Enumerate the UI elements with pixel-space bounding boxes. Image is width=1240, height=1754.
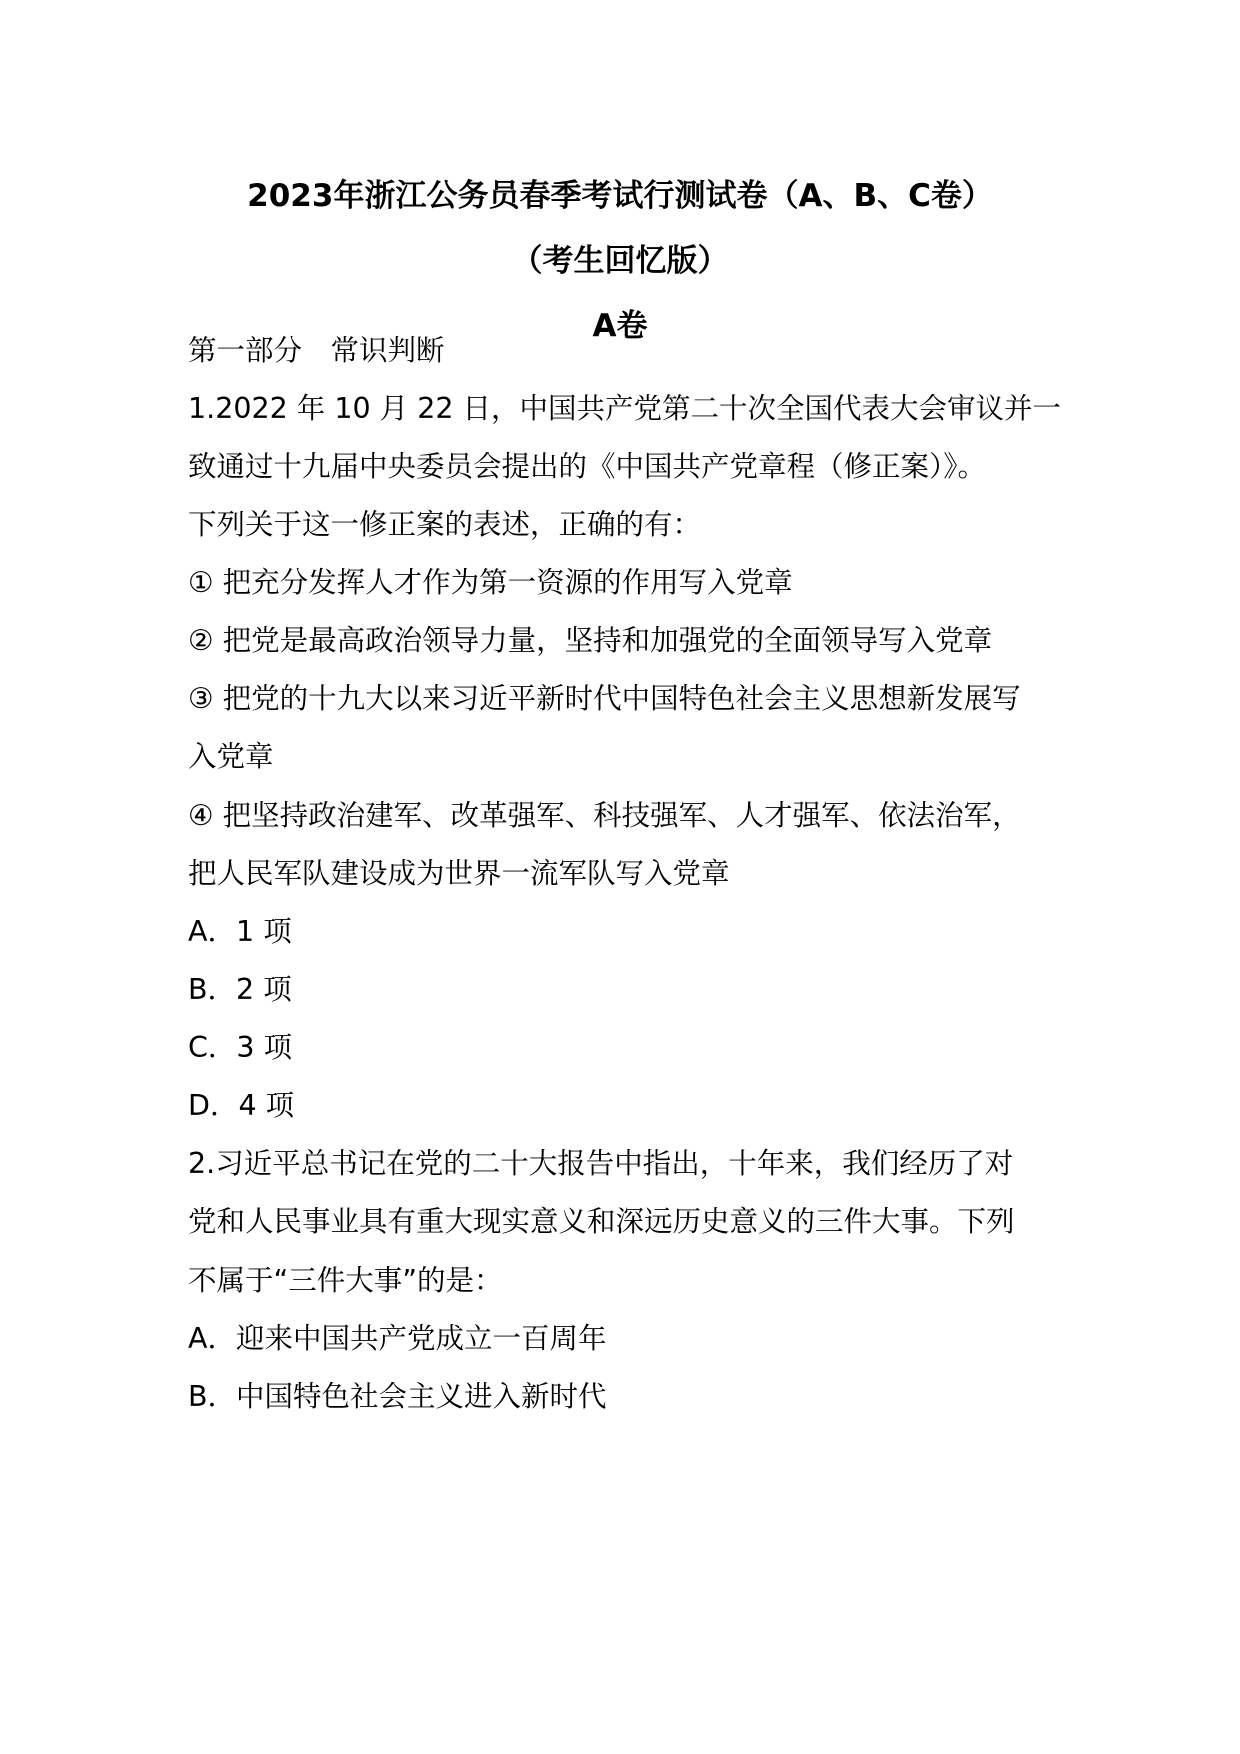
- question-1-item: 把人民军队建设成为世界一流军队写入党章: [188, 857, 730, 890]
- question-1-option-c: C．3 项: [188, 1031, 293, 1064]
- question-1-item: 入党章: [188, 740, 274, 773]
- question-2-option-a: A．迎来中国共产党成立一百周年: [188, 1322, 607, 1355]
- question-1-option-d: D．4 项: [188, 1089, 295, 1122]
- question-2-stem-line: 2.习近平总书记在党的二十大报告中指出，十年来，我们经历了对: [188, 1147, 1014, 1180]
- question-2-stem-line: 不属于“三件大事”的是：: [188, 1264, 503, 1297]
- exam-subtitle: （考生回忆版）: [511, 243, 729, 279]
- question-2-option-b: B．中国特色社会主义进入新时代: [188, 1380, 607, 1413]
- paper-label: A卷: [592, 308, 648, 344]
- question-1-stem-line: 1.2022 年 10 月 22 日，中国共产党第二十次全国代表大会审议并一: [188, 392, 1062, 425]
- question-1-item: ③ 把党的十九大以来习近平新时代中国特色社会主义思想新发展写: [188, 682, 1021, 715]
- question-1-item: ② 把党是最高政治领导力量，坚持和加强党的全面领导写入党章: [188, 624, 993, 657]
- question-2-stem-line: 党和人民事业具有重大现实意义和深远历史意义的三件大事。下列: [188, 1205, 1015, 1238]
- exam-title: 2023年浙江公务员春季考试行测试卷（A、B、C卷）: [247, 178, 993, 214]
- question-1-item: ④ 把坚持政治建军、改革强军、科技强军、人才强军、依法治军，: [188, 799, 1021, 832]
- question-1-item: ① 把充分发挥人才作为第一资源的作用写入党章: [188, 566, 793, 599]
- section-heading: 第一部分 常识判断: [188, 334, 445, 367]
- question-1-option-b: B．2 项: [188, 973, 292, 1006]
- question-1-option-a: A．1 项: [188, 915, 292, 948]
- question-1-stem-line: 致通过十九届中央委员会提出的《中国共产党章程（修正案）》。: [188, 450, 987, 483]
- question-1-stem-line: 下列关于这一修正案的表述，正确的有：: [188, 508, 702, 541]
